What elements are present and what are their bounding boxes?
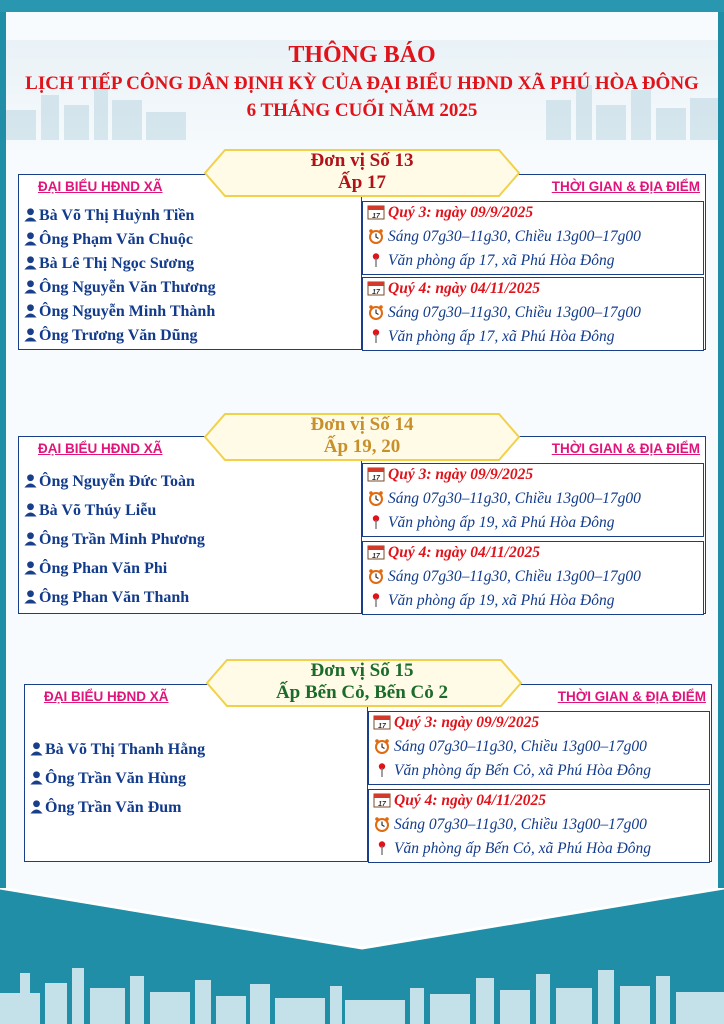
venue — [367, 514, 614, 532]
venue-text: Văn phòng ấp 19, xã Phú Hòa Đông — [388, 592, 615, 609]
session-time-text: Sáng 07g30–11g30, Chiều 13g00–17g00 — [394, 738, 647, 755]
venue-text: Văn phòng ấp 17, xã Phú Hòa Đông — [388, 328, 615, 345]
quarter-date — [367, 280, 540, 298]
member-item — [29, 799, 181, 817]
alarm-clock-icon — [373, 816, 391, 832]
member-name: Ông Phạm Văn Chuộc — [39, 231, 193, 248]
unit-area: Ấp 17 — [337, 172, 387, 193]
session-time — [367, 568, 641, 586]
session-time-text: Sáng 07g30–11g30, Chiều 13g00–17g00 — [388, 568, 641, 585]
alarm-clock-icon — [367, 228, 385, 244]
quarter-schedule-box — [362, 463, 704, 537]
venue-text: Văn phòng ấp Bến Cỏ, xã Phú Hòa Đông — [394, 762, 652, 779]
quarter-date — [373, 792, 546, 810]
svg-text:17: 17 — [372, 475, 380, 482]
quarter-schedule-box — [362, 277, 704, 351]
calendar-icon — [373, 792, 391, 808]
quarter-schedule-box — [362, 201, 704, 275]
person-icon — [23, 327, 38, 342]
member-name: Ông Trương Văn Dũng — [39, 327, 198, 344]
person-icon — [23, 279, 38, 294]
calendar-icon — [367, 204, 385, 220]
session-time — [373, 738, 647, 756]
person-icon — [29, 741, 44, 756]
session-time — [373, 816, 647, 834]
member-item — [29, 741, 205, 759]
header — [0, 40, 724, 124]
quarter-date-text: Quý 3: ngày 09/9/2025 — [388, 204, 534, 221]
members-header: ĐẠI BIỂU HĐND XÃ — [41, 689, 172, 704]
unit-name: Đơn vị Số 13 — [310, 150, 414, 171]
quarter-date — [367, 204, 533, 222]
person-icon — [23, 255, 38, 270]
unit-table — [18, 174, 706, 350]
notice-period: 6 THÁNG CUỐI NĂM 2025 — [246, 100, 478, 121]
member-item — [29, 770, 186, 788]
person-icon — [23, 531, 38, 546]
notice-subtitle: LỊCH TIẾP CÔNG DÂN ĐỊNH KỲ CỦA ĐẠI BIỂU HĐND XÃ PHÚ HÒA ĐÔNG — [25, 73, 699, 94]
session-time-text: Sáng 07g30–11g30, Chiều 13g00–17g00 — [388, 304, 641, 321]
footer-skyline — [0, 888, 724, 1024]
person-icon — [23, 473, 38, 488]
session-time-text: Sáng 07g30–11g30, Chiều 13g00–17g00 — [394, 816, 647, 833]
person-icon — [23, 560, 38, 575]
venue — [367, 252, 614, 270]
location-pin-icon — [373, 762, 391, 778]
member-item — [23, 327, 198, 345]
member-item — [23, 207, 194, 225]
venue — [373, 762, 651, 780]
session-time — [367, 304, 641, 322]
member-name: Ông Nguyễn Đức Toàn — [39, 473, 195, 490]
unit-name: Đơn vị Số 14 — [310, 414, 414, 435]
top-border — [0, 0, 724, 12]
members-column — [19, 437, 362, 613]
svg-text:17: 17 — [372, 213, 380, 220]
member-name: Ông Nguyễn Minh Thành — [39, 303, 216, 320]
schedule-header: THỜI GIAN & ĐỊA ĐIỂM — [549, 179, 703, 194]
member-item — [23, 502, 156, 520]
calendar-icon — [367, 544, 385, 560]
members-header: ĐẠI BIỂU HĐND XÃ — [35, 179, 166, 194]
calendar-icon — [367, 466, 385, 482]
unit-area: Ấp Bến Cỏ, Bến Cỏ 2 — [275, 682, 449, 703]
person-icon — [23, 303, 38, 318]
venue — [367, 592, 614, 610]
venue-text: Văn phòng ấp Bến Cỏ, xã Phú Hòa Đông — [394, 840, 652, 857]
svg-text:17: 17 — [378, 801, 386, 808]
member-item — [23, 279, 216, 297]
member-item — [23, 255, 194, 273]
alarm-clock-icon — [367, 490, 385, 506]
person-icon — [23, 207, 38, 222]
member-name: Ông Trần Minh Phương — [39, 531, 205, 548]
location-pin-icon — [367, 252, 385, 268]
quarter-date — [367, 544, 540, 562]
member-name: Ông Trần Văn Hùng — [45, 770, 186, 787]
quarter-date-text: Quý 3: ngày 09/9/2025 — [388, 466, 534, 483]
venue-text: Văn phòng ấp 17, xã Phú Hòa Đông — [388, 252, 615, 269]
calendar-icon — [367, 280, 385, 296]
member-name: Ông Trần Văn Đum — [45, 799, 182, 816]
schedule-header: THỜI GIAN & ĐỊA ĐIỂM — [555, 689, 709, 704]
member-name: Bà Võ Thị Thanh Hằng — [45, 741, 206, 758]
member-name: Bà Lê Thị Ngọc Sương — [39, 255, 195, 272]
alarm-clock-icon — [367, 568, 385, 584]
session-time — [367, 228, 641, 246]
person-icon — [29, 799, 44, 814]
notice-title: THÔNG BÁO — [288, 42, 436, 68]
location-pin-icon — [367, 328, 385, 344]
schedule-header: THỜI GIAN & ĐỊA ĐIỂM — [549, 441, 703, 456]
person-icon — [29, 770, 44, 785]
quarter-date — [373, 714, 539, 732]
member-name: Bà Võ Thị Huỳnh Tiền — [39, 207, 195, 224]
session-time-text: Sáng 07g30–11g30, Chiều 13g00–17g00 — [388, 490, 641, 507]
venue — [367, 328, 614, 346]
member-name: Bà Võ Thúy Liễu — [39, 502, 157, 519]
alarm-clock-icon — [367, 304, 385, 320]
member-name: Ông Nguyễn Văn Thương — [39, 279, 216, 296]
quarter-date — [367, 466, 533, 484]
member-item — [23, 231, 193, 249]
quarter-schedule-box — [368, 711, 710, 785]
member-name: Ông Phan Văn Thanh — [39, 589, 190, 606]
quarter-date-text: Quý 4: ngày 04/11/2025 — [394, 792, 546, 809]
session-time — [367, 490, 641, 508]
quarter-date-text: Quý 4: ngày 04/11/2025 — [388, 280, 540, 297]
quarter-date-text: Quý 3: ngày 09/9/2025 — [394, 714, 540, 731]
member-item — [23, 560, 167, 578]
svg-text:17: 17 — [378, 723, 386, 730]
alarm-clock-icon — [373, 738, 391, 754]
member-name: Ông Phan Văn Phi — [39, 560, 168, 577]
members-header: ĐẠI BIỂU HĐND XÃ — [35, 441, 166, 456]
location-pin-icon — [367, 514, 385, 530]
person-icon — [23, 231, 38, 246]
venue-text: Văn phòng ấp 19, xã Phú Hòa Đông — [388, 514, 615, 531]
member-item — [23, 473, 195, 491]
calendar-icon — [373, 714, 391, 730]
location-pin-icon — [373, 840, 391, 856]
unit-table — [18, 436, 706, 614]
session-time-text: Sáng 07g30–11g30, Chiều 13g00–17g00 — [388, 228, 641, 245]
quarter-schedule-box — [368, 789, 710, 863]
svg-text:17: 17 — [372, 289, 380, 296]
unit-name: Đơn vị Số 15 — [310, 660, 414, 681]
svg-text:17: 17 — [372, 553, 380, 560]
member-item — [23, 303, 215, 321]
person-icon — [23, 589, 38, 604]
location-pin-icon — [367, 592, 385, 608]
unit-area: Ấp 19, 20 — [323, 436, 401, 457]
quarter-date-text: Quý 4: ngày 04/11/2025 — [388, 544, 540, 561]
person-icon — [23, 502, 38, 517]
venue — [373, 840, 651, 858]
quarter-schedule-box — [362, 541, 704, 615]
member-item — [23, 531, 205, 549]
member-item — [23, 589, 189, 607]
unit-table — [24, 684, 712, 862]
